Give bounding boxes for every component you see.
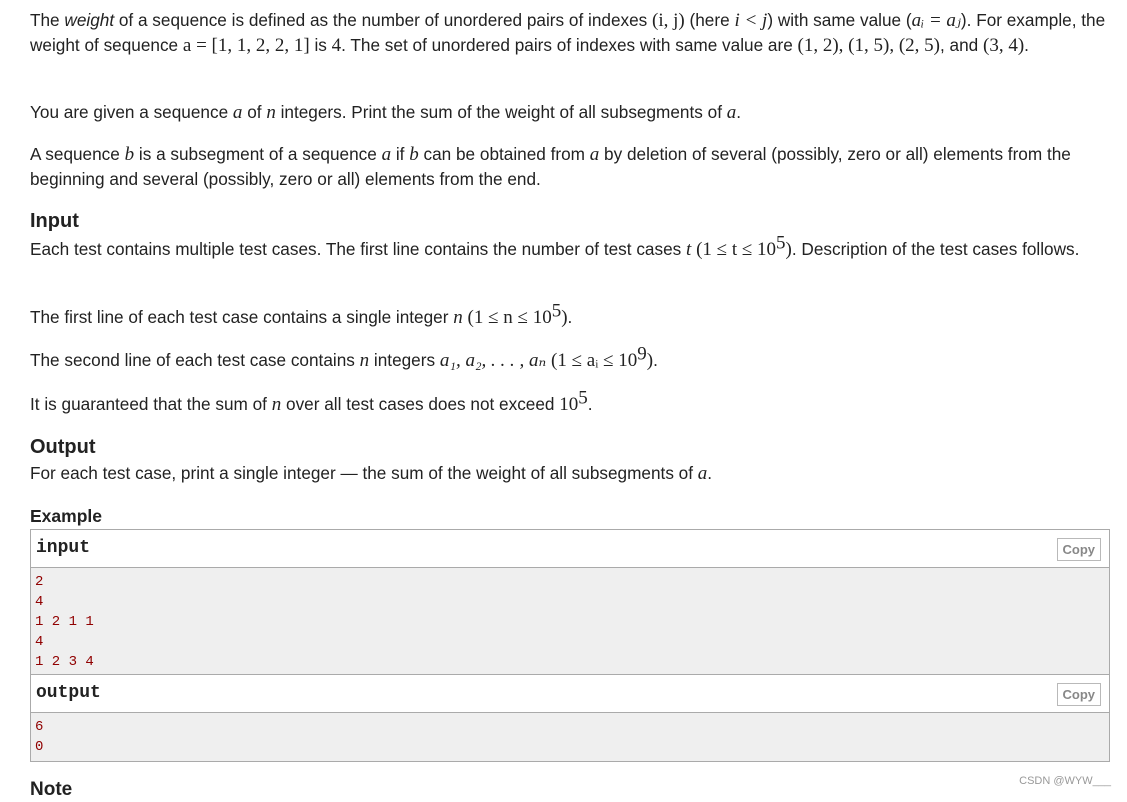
math-seq: a = [1, 1, 2, 2, 1] [182, 35, 310, 56]
sample-output-line: 0 [35, 739, 44, 755]
sample-input-line: 1 2 3 4 [35, 654, 94, 670]
sample-input-line: 1 2 1 1 [35, 614, 94, 630]
math-pair: (i, j) [652, 10, 685, 31]
sample-input-line: 4 [35, 594, 44, 610]
output-heading: Output [30, 436, 96, 458]
copy-output-button[interactable]: Copy [1057, 683, 1102, 706]
sample-input-line: 2 [35, 574, 44, 590]
sample-output-box [30, 674, 1110, 762]
statement-paragraph-1: The weight of a sequence is defined as the number of unordered pairs of indexes (i, j) (here i < j) with same value (aᵢ = aⱼ). For example, the weight of sequence a = [1, 1, 2, 2, 1] is 4. The set of unordered pairs of indexes with same value are (1, 2), (1, 5), (2, 5), and (3, 4). [30, 10, 1106, 56]
math-pairs-list: (1, 2), (1, 5), (2, 5) [797, 35, 940, 56]
math-eq: aᵢ = aⱼ [911, 10, 961, 31]
input-paragraph-4: It is guaranteed that the sum of n over all test cases does not exceed $10^5$. [30, 387, 593, 415]
sample-output-label: output [36, 683, 101, 703]
input-heading: Input [30, 210, 79, 232]
copy-input-button[interactable]: Copy [1057, 538, 1102, 561]
sample-input-box [30, 529, 1110, 677]
sample-input-label: input [36, 538, 91, 558]
math-cond: i < j [734, 10, 768, 31]
csdn-watermark: CSDN @WYW___ [1019, 775, 1111, 787]
statement-paragraph-2: You are given a sequence a of n integers. Print the sum of the weight of all subsegments of a. [30, 102, 742, 123]
example-title: Example [30, 506, 102, 526]
note-heading: Note [30, 779, 73, 800]
math-last-pair: (3, 4) [983, 35, 1025, 56]
statement-paragraph-3: A sequence b is a subsegment of a sequence a if b can be obtained from a by deletion of several (possibly, zero or all) elements from the beginning and several (possibly, zero or all) elements from the end. [30, 144, 1071, 189]
input-paragraph-3: The second line of each test case contains n integers a₁, a₂, . . . , aₙ (1 ≤ aᵢ ≤ $10^9$). [30, 343, 658, 371]
sample-output-line: 6 [35, 719, 44, 735]
math-four: 4 [331, 35, 342, 56]
sample-input-header [31, 530, 1109, 568]
sample-input-line: 4 [35, 634, 44, 650]
input-paragraph-1: Each test contains multiple test cases. The first line contains the number of test cases t $(1 \le t \le 10^5)$. Description of the test cases follows. [30, 232, 1080, 260]
output-paragraph-1: For each test case, print a single integer — the sum of the weight of all subsegments of a. [30, 463, 713, 484]
input-paragraph-2: The first line of each test case contains a single integer n $(1 \le n \le 10^5)$. [30, 300, 573, 328]
sample-output-content [31, 713, 1109, 761]
sample-input-content [31, 568, 1109, 676]
weight-term: weight [64, 10, 115, 30]
sample-output-header [31, 675, 1109, 713]
